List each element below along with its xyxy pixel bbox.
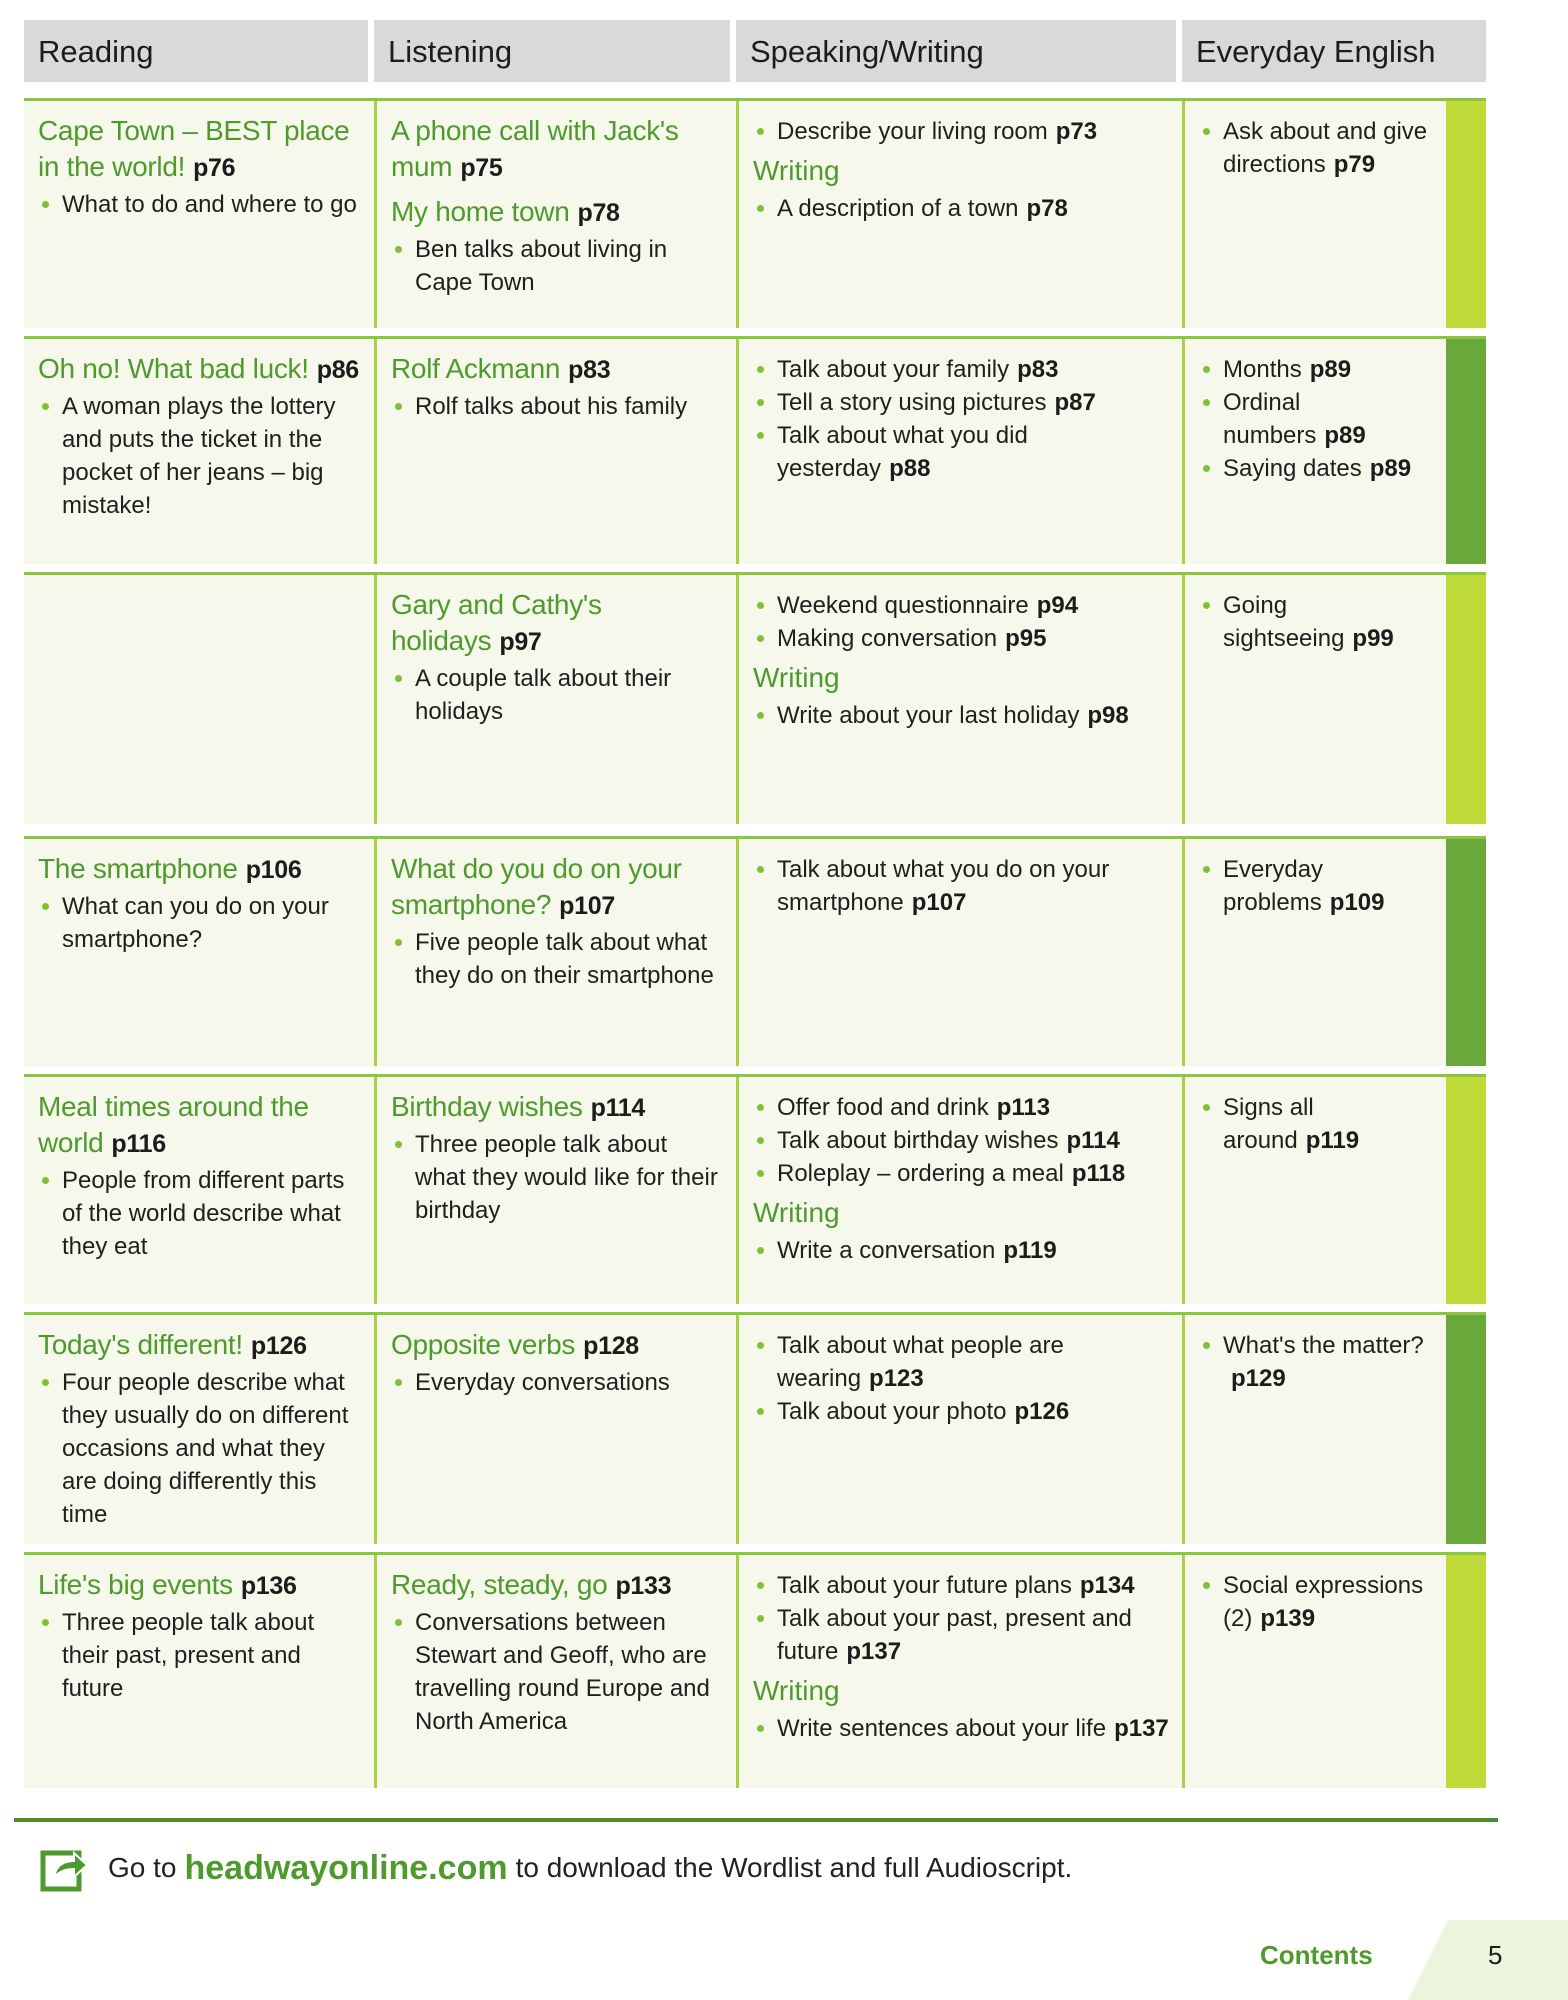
list-item: [38, 1164, 362, 1263]
section-title-text: Meal times around the world: [38, 1091, 309, 1158]
list-item-text: Talk about your family: [777, 356, 1010, 383]
list-item-text: Ask about and give directions: [1223, 118, 1428, 178]
header-speaking-writing: Speaking/Writing: [736, 20, 1176, 82]
list-item-text: Months: [1223, 356, 1302, 383]
cell-listening: [374, 101, 736, 328]
cell-listening: [374, 1315, 736, 1544]
list-item-text: What's the matter?: [1223, 1332, 1424, 1359]
section-title[interactable]: [391, 1089, 724, 1126]
list-item-text: Going sightseeing: [1223, 592, 1345, 652]
bullet-list: [753, 1569, 1170, 1668]
cell-speaking-writing: [736, 1315, 1182, 1544]
page-reference: p137: [846, 1638, 902, 1665]
page-reference: p97: [499, 628, 542, 656]
page-reference: p83: [568, 356, 611, 384]
list-item-text: Social expressions (2): [1223, 1572, 1424, 1632]
page-reference: p79: [1333, 151, 1376, 178]
writing-heading: Writing: [753, 662, 840, 693]
section-title[interactable]: [391, 851, 724, 924]
page-reference: p119: [1003, 1237, 1057, 1264]
list-item: [391, 233, 724, 299]
bullet-list: [1199, 353, 1434, 485]
page-reference: p89: [1369, 455, 1412, 482]
list-item: [753, 1124, 1170, 1157]
bullet-list: [391, 233, 724, 299]
list-item-text: Everyday problems: [1223, 856, 1324, 916]
list-item: [38, 390, 362, 522]
bullet-list: [753, 115, 1170, 148]
unit-color-stripe: [1446, 575, 1486, 824]
list-item: [1199, 353, 1434, 386]
section-title-text: Gary and Cathy's holidays: [391, 589, 602, 656]
list-item-text: Making conversation: [777, 625, 998, 652]
page-reference: p114: [1066, 1127, 1120, 1154]
list-item: [753, 622, 1170, 655]
list-item: [753, 1395, 1170, 1428]
list-item-text: Talk about what you do on your smartphone: [777, 856, 1110, 916]
section-title[interactable]: [38, 1327, 362, 1364]
list-item-text: Ordinal numbers: [1223, 389, 1317, 449]
list-item: [753, 386, 1170, 419]
listening-block: [391, 113, 724, 186]
writing-heading: Writing: [753, 1675, 840, 1706]
section-title-text: Oh no! What bad luck!: [38, 353, 309, 384]
bullet-list: [38, 390, 362, 522]
listening-block: [391, 1567, 724, 1738]
cell-listening: [374, 339, 736, 564]
section-title[interactable]: [391, 587, 724, 660]
list-item-text: Saying dates: [1223, 455, 1362, 482]
section-title-text: Life's big events: [38, 1569, 233, 1600]
writing-heading: Writing: [753, 1197, 840, 1228]
list-item: [1199, 115, 1434, 181]
list-item: [753, 353, 1170, 386]
list-item: [753, 1157, 1170, 1190]
list-item: [38, 1606, 362, 1705]
cell-everyday-english: [1182, 339, 1446, 564]
section-title[interactable]: [38, 113, 362, 186]
page-reference: p75: [460, 154, 503, 182]
list-item-text: Rolf talks about his family: [415, 393, 688, 420]
bullet-list: [1199, 1329, 1434, 1395]
external-link-icon: [40, 1843, 90, 1893]
list-item-text: Describe your living room: [777, 118, 1048, 145]
bullet-list: [391, 1606, 724, 1738]
list-item-text: Write about your last holiday: [777, 702, 1080, 729]
header-reading: Reading: [24, 20, 368, 82]
page-reference: p107: [559, 892, 615, 920]
bullet-list: [1199, 853, 1434, 919]
list-item-text: What to do and where to go: [62, 191, 357, 218]
bullet-list: [391, 390, 724, 423]
section-title-text: Cape Town – BEST place in the world!: [38, 115, 350, 182]
page-reference: p116: [111, 1130, 166, 1158]
table-row: [24, 336, 1486, 564]
table-row: [24, 1552, 1486, 1788]
bullet-list: [1199, 589, 1434, 655]
headway-online-link[interactable]: headwayonline.com: [184, 1848, 508, 1887]
list-item: [753, 1712, 1170, 1745]
list-item: [1199, 589, 1434, 655]
page-reference: p137: [1114, 1715, 1169, 1742]
page-reference: p89: [1324, 422, 1366, 449]
bullet-list: [38, 188, 362, 221]
page-reference: p128: [583, 1332, 639, 1360]
list-item-text: Offer food and drink: [777, 1094, 989, 1121]
list-item: [1199, 1329, 1434, 1395]
bullet-list: [38, 890, 362, 956]
cell-reading: [24, 1315, 374, 1544]
page-reference: p107: [911, 889, 967, 916]
section-title[interactable]: [38, 1089, 362, 1162]
bullet-list: [38, 1606, 362, 1705]
list-item: [391, 662, 724, 728]
section-title-text: The smartphone: [38, 853, 238, 884]
list-item: [391, 1366, 724, 1399]
cell-reading: [24, 101, 374, 328]
unit-color-stripe: [1446, 101, 1486, 328]
list-item-text: Five people talk about what they do on their smartphone: [415, 929, 714, 989]
page-reference: p95: [1005, 625, 1047, 652]
page-reference: p129: [1231, 1365, 1286, 1392]
cell-everyday-english: [1182, 1555, 1446, 1788]
list-item-text: Three people talk about their past, present and future: [62, 1609, 315, 1702]
list-item-text: Talk about your future plans: [777, 1572, 1072, 1599]
unit-color-stripe: [1446, 1555, 1486, 1788]
page-reference: p133: [615, 1572, 672, 1600]
section-title-text: A phone call with Jack's mum: [391, 115, 679, 182]
list-item-text: A description of a town: [777, 195, 1019, 222]
section-title[interactable]: [391, 194, 724, 231]
page-reference: p136: [240, 1572, 297, 1600]
listening-block: [391, 194, 724, 299]
section-title[interactable]: [391, 1327, 724, 1364]
cell-speaking-writing: [736, 839, 1182, 1066]
list-item-text: Talk about what you did yesterday: [777, 422, 1028, 482]
bullet-list: [753, 353, 1170, 485]
page-reference: p86: [316, 356, 359, 384]
cell-everyday-english: [1182, 839, 1446, 1066]
bullet-list: [1199, 1091, 1434, 1157]
bullet-list: [753, 1712, 1170, 1745]
page-reference: p126: [1014, 1398, 1070, 1425]
list-item-text: Talk about birthday wishes: [777, 1127, 1059, 1154]
list-item-text: A woman plays the lottery and puts the ticket in the pocket of her jeans – big mistake!: [62, 393, 336, 519]
list-item: [753, 1329, 1170, 1395]
section-title[interactable]: [38, 351, 362, 388]
list-item: [753, 1602, 1170, 1668]
list-item-text: Tell a story using pictures: [777, 389, 1047, 416]
page-reference: p106: [245, 856, 302, 884]
section-title[interactable]: [391, 113, 724, 186]
bullet-list: [753, 1329, 1170, 1428]
writing-heading: Writing: [753, 155, 840, 186]
section-title[interactable]: [391, 1567, 724, 1604]
list-item-text: Write sentences about your life: [777, 1715, 1107, 1742]
list-item: [753, 192, 1170, 225]
list-item: [753, 589, 1170, 622]
list-item: [1199, 1569, 1434, 1635]
list-item: [38, 1366, 362, 1531]
bullet-list: [753, 589, 1170, 655]
list-item: [391, 1606, 724, 1738]
bullet-list: [753, 1091, 1170, 1190]
list-item-text: Write a conversation: [777, 1237, 996, 1264]
page-reference: p118: [1071, 1160, 1126, 1187]
contents-label[interactable]: Contents: [1260, 1940, 1373, 1970]
bullet-list: [753, 853, 1170, 919]
cell-listening: [374, 839, 736, 1066]
page-reference: p113: [996, 1094, 1051, 1121]
list-item-text: Talk about your photo: [777, 1398, 1007, 1425]
list-item-text: People from different parts of the world describe what they eat: [62, 1167, 345, 1260]
bullet-list: [38, 1164, 362, 1263]
bullet-list: [391, 1128, 724, 1227]
listening-block: [391, 851, 724, 992]
page-reference: p114: [590, 1094, 645, 1122]
list-item-text: Signs all around: [1223, 1094, 1314, 1154]
list-item: [38, 890, 362, 956]
bullet-list: [753, 1234, 1170, 1267]
page-reference: p119: [1305, 1127, 1360, 1154]
table-header: [24, 20, 1486, 82]
header-listening: Listening: [374, 20, 730, 82]
list-item: [1199, 452, 1434, 485]
footer-note: [40, 1840, 1072, 1896]
cell-listening: [374, 575, 736, 824]
list-item-text: Talk about what people are wearing: [777, 1332, 1064, 1392]
list-item: [753, 699, 1170, 732]
cell-everyday-english: [1182, 1077, 1446, 1304]
cell-everyday-english: [1182, 575, 1446, 824]
list-item-text: Ben talks about living in Cape Town: [415, 236, 668, 296]
cell-listening: [374, 1555, 736, 1788]
list-item: [391, 926, 724, 992]
section-title-text: My home town: [391, 196, 570, 227]
page-reference: p94: [1036, 592, 1079, 619]
list-item-text: Conversations between Stewart and Geoff, who are travelling round Europe and North America: [415, 1609, 710, 1735]
cell-speaking-writing: [736, 1555, 1182, 1788]
section-title-text: Rolf Ackmann: [391, 353, 561, 384]
list-item: [391, 390, 724, 423]
section-title-text: Birthday wishes: [391, 1091, 583, 1122]
page-reference: p76: [193, 154, 236, 182]
cell-reading: [24, 1077, 374, 1304]
bullet-list: [391, 1366, 724, 1399]
section-title-text: Today's different!: [38, 1329, 243, 1360]
footer-divider: [14, 1818, 1498, 1822]
table-row: [24, 98, 1486, 328]
page-reference: p78: [577, 199, 620, 227]
page-reference: p83: [1017, 356, 1059, 383]
cell-speaking-writing: [736, 339, 1182, 564]
list-item: [753, 1234, 1170, 1267]
list-item: [753, 1091, 1170, 1124]
footer-prefix: Go to: [108, 1852, 177, 1883]
bullet-list: [753, 192, 1170, 225]
list-item-text: Four people describe what they usually do on different occasions and what they are doing differently this time: [62, 1369, 349, 1528]
list-item: [753, 419, 1170, 485]
section-title-text: Opposite verbs: [391, 1329, 576, 1360]
list-item: [1199, 853, 1434, 919]
section-title-text: Ready, steady, go: [391, 1569, 608, 1600]
list-item-text: Roleplay – ordering a meal: [777, 1160, 1064, 1187]
page-reference: p89: [1309, 356, 1352, 383]
unit-color-stripe: [1446, 1315, 1486, 1544]
page-reference: p123: [869, 1365, 924, 1392]
cell-listening: [374, 1077, 736, 1304]
cell-reading: [24, 1555, 374, 1788]
bullet-list: [753, 699, 1170, 732]
cell-reading: [24, 339, 374, 564]
unit-color-stripe: [1446, 339, 1486, 564]
section-title[interactable]: [38, 1567, 362, 1604]
cell-speaking-writing: [736, 575, 1182, 824]
table-row: [24, 572, 1486, 824]
unit-color-stripe: [1446, 839, 1486, 1066]
page-reference: p99: [1352, 625, 1394, 652]
table-row: [24, 1312, 1486, 1544]
section-title[interactable]: [391, 351, 724, 388]
list-item: [753, 1569, 1170, 1602]
cell-reading: [24, 575, 374, 824]
list-item: [1199, 386, 1434, 452]
header-everyday-english: Everyday English: [1182, 20, 1486, 82]
cell-speaking-writing: [736, 101, 1182, 328]
list-item-text: A couple talk about their holidays: [415, 665, 672, 725]
page-reference: p134: [1079, 1572, 1135, 1599]
list-item-text: Talk about your past, present and future: [777, 1605, 1132, 1665]
footer-suffix: to download the Wordlist and full Audioscript.: [515, 1852, 1073, 1883]
unit-color-stripe: [1446, 1077, 1486, 1304]
list-item: [1199, 1091, 1434, 1157]
bullet-list: [1199, 1569, 1434, 1635]
list-item-text: Three people talk about what they would like for their birthday: [415, 1131, 718, 1224]
bullet-list: [1199, 115, 1434, 181]
page-reference: p87: [1054, 389, 1096, 416]
listening-block: [391, 1089, 724, 1227]
page-reference: p109: [1329, 889, 1385, 916]
page-reference: p139: [1260, 1605, 1316, 1632]
list-item-text: What can you do on your smartphone?: [62, 893, 329, 953]
list-item: [391, 1128, 724, 1227]
table-row: [24, 836, 1486, 1066]
listening-block: [391, 587, 724, 728]
list-item: [753, 115, 1170, 148]
table-row: [24, 1074, 1486, 1304]
section-title[interactable]: [38, 851, 362, 888]
list-item-text: Everyday conversations: [415, 1369, 670, 1396]
section-title-text: What do you do on your smartphone?: [391, 853, 682, 920]
bullet-list: [391, 662, 724, 728]
page-number: 5: [1488, 1940, 1503, 1970]
page-reference: p126: [250, 1332, 307, 1360]
cell-reading: [24, 839, 374, 1066]
page-reference: p98: [1087, 702, 1129, 729]
page-reference: p88: [889, 455, 931, 482]
bullet-list: [38, 1366, 362, 1531]
page-reference: p78: [1026, 195, 1068, 222]
listening-block: [391, 351, 724, 423]
bullet-list: [391, 926, 724, 992]
cell-everyday-english: [1182, 101, 1446, 328]
list-item: [38, 188, 362, 221]
page-reference: p73: [1055, 118, 1098, 145]
cell-speaking-writing: [736, 1077, 1182, 1304]
list-item: [753, 853, 1170, 919]
listening-block: [391, 1327, 724, 1399]
list-item-text: Weekend questionnaire: [777, 592, 1029, 619]
cell-everyday-english: [1182, 1315, 1446, 1544]
